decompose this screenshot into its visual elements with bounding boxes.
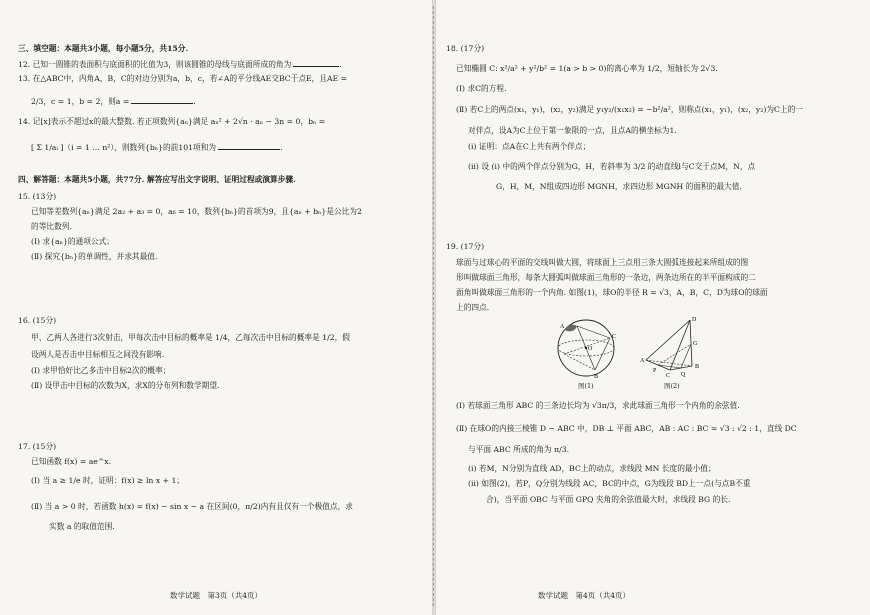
question-19-text-1: 球面与过球心的平面的交线叫做大圆，将球面上三点用三条大圆弧连接起来所组成的图 [456,258,749,267]
svg-text:A: A [560,324,565,330]
question-17-header: 17. (15分) [18,442,57,451]
question-15-text-2: 的等比数列. [31,222,72,231]
question-19-text-2: 形叫做球面三角形，每条大圆弧叫做球面三角形的一条边，两条边所在的半平面构成的二 [456,273,756,282]
svg-text:C: C [612,334,617,340]
question-16-header: 16. (15分) [18,316,57,325]
svg-text:C: C [666,373,671,378]
answer-blank-13 [131,96,193,104]
question-19-part-2: (Ⅱ) 在球O的内接三棱锥 D − ABC 中，DB ⊥ 平面 ABC，AB : AC : BC = √3 : √2 : 1，直线 DC [456,424,797,433]
sphere-figure [550,314,630,380]
page-4 [438,0,870,615]
question-19-text-4: 上的四点. [456,303,490,312]
question-19-sub-2-cont: 合)，当平面 OBC 与平面 GPQ 夹角的余弦值最大时，求线段 BG 的长. [486,495,731,504]
question-17-part-2-cont: 实数 a 的取值范围. [49,522,115,531]
question-13-line2: 2/3，c = 1，b = 2，则a = . [31,97,196,106]
question-16-text-2: 设两人是否击中目标相互之间没有影响. [31,350,165,359]
question-15-part-1: (Ⅰ) 求{aₙ}的通项公式； [31,237,114,246]
tetrahedron-figure [640,316,712,378]
question-17-part-2: (Ⅱ) 当 a > 0 时，若函数 h(x) = f(x) − sin x − a 在区间(0，π/2)内有且仅有一个极值点，求 [31,502,353,511]
svg-text:A: A [640,358,645,364]
question-19-part-2-cont: 与平面 ABC 所成的角为 π/3. [468,445,570,454]
svg-text:O: O [588,346,593,352]
page-footer-4: 数学试题 第4页（共4页） [538,591,631,600]
question-19-text-3: 面角叫做球面三角形的一个内角. 如图(1)，球O的半径 R = √3，A，B，C，D为球O的球面 [456,288,768,297]
svg-text:B: B [695,364,700,370]
question-15-text-1: 已知等差数列{aₙ}满足 2a₂ + a₃ = 0，a₆ = 10，数列{bₙ}的首项为9，且{aₙ + bₙ}是公比为2 [31,207,362,216]
question-19-header: 19. (17分) [446,242,485,251]
question-19-sub-1: (ⅰ) 若M，N分别为直线 AD，BC上的动点，求线段 MN 长度的最小值； [468,464,716,473]
page-3 [0,0,430,615]
question-13-line1: 13. 在△ABC中，内角A，B，C的对边分别为a，b，c，若∠A的平分线AE交BC于点E，且AE = [18,74,348,83]
fold-divider [433,6,435,606]
figure-1-caption: 图(1) [578,382,594,390]
question-18-part-2: (Ⅱ) 若C上的两点(x₁，y₁)，(x₂，y₂)满足 y₁y₂/(x₁x₂) = −b²/a²，则称点(x₁，y₁)，(x₂，y₂)为C上的一 [456,105,803,114]
svg-text:P: P [653,368,657,374]
section-3-title: 三、填空题：本题共3小题，每小题5分，共15分. [18,44,189,53]
svg-text:G: G [693,341,698,347]
question-16-part-1: (Ⅰ) 求甲恰好比乙多击中目标2次的概率； [31,366,171,375]
figure-2-caption: 图(2) [664,382,680,390]
question-18-sub-2: (ⅱ) 设 (ⅰ) 中的两个伴点分别为G，H，若斜率为 3/2 的动直线l与C交于点M，N，点 [468,162,756,171]
question-14-line2: [ Σ 1/aᵢ ]（i = 1 … n²），则数列{bₙ}的前101项和为 . [31,143,283,152]
question-18-sub-2-cont: G，H，M，N组成四边形 MGNH，求四边形 MGNH 的面积的最大值. [496,182,742,191]
question-18-text-1: 已知椭圆 C: x²/a² + y²/b² = 1(a > b > 0)的离心率为 1/2，短轴长为 2√3. [456,64,718,73]
question-17-text-1: 已知函数 f(x) = ae^x. [31,457,112,466]
question-17-part-1: (Ⅰ) 当 a ≥ 1/e 时，证明：f(x) ≥ ln x + 1； [31,476,185,485]
question-15-header: 15. (13分) [18,192,57,201]
section-4-title: 四、解答题：本题共5小题，共77分. 解答应写出文字说明、证明过程或演算步骤. [18,175,296,184]
question-18-part-2-cont: 对伴点，设A为C上位于第一象限的一点，且点A的横坐标为1. [468,126,677,135]
question-18-header: 18. (17分) [446,44,485,53]
question-19-part-1: (Ⅰ) 若球面三角形 ABC 的三条边长均为 √3π/3，求此球面三角形一个内角的余弦值. [456,401,740,410]
question-12: 12. 已知一圆锥的表面积与底面积的比值为3，则该圆锥的母线与底面所成的角为 . [18,60,342,69]
question-15-part-2: (Ⅱ) 探究{bₙ}的单调性，并求其最值. [31,252,158,261]
svg-text:D: D [692,317,697,323]
question-18-part-1: (Ⅰ) 求C的方程. [456,84,507,93]
svg-text:Q: Q [681,372,686,378]
question-18-sub-1: (ⅰ) 证明：点A在C上共有两个伴点； [468,142,591,151]
answer-blank-12 [293,59,339,67]
question-19-sub-2: (ⅱ) 如图(2)，若P，Q分别为线段 AC，BC的中点，G为线段 BD上一点(与点B不重 [468,479,751,488]
svg-text:B: B [594,374,599,380]
question-14-line1: 14. 记[x]表示不超过x的最大整数. 若正项数列{aₙ}满足 aₙ² + 2√n · aₙ − 3n = 0，bₙ = [18,117,326,126]
answer-blank-14 [218,142,280,150]
question-16-text-1: 甲、乙两人各进行3次射击，甲每次击中目标的概率是 1/4，乙每次击中目标的概率是 1/2，假 [31,333,350,342]
question-16-part-2: (Ⅱ) 设甲击中目标的次数为X，求X的分布列和数学期望. [31,381,220,390]
page-footer-3: 数学试题 第3页（共4页） [170,591,263,600]
